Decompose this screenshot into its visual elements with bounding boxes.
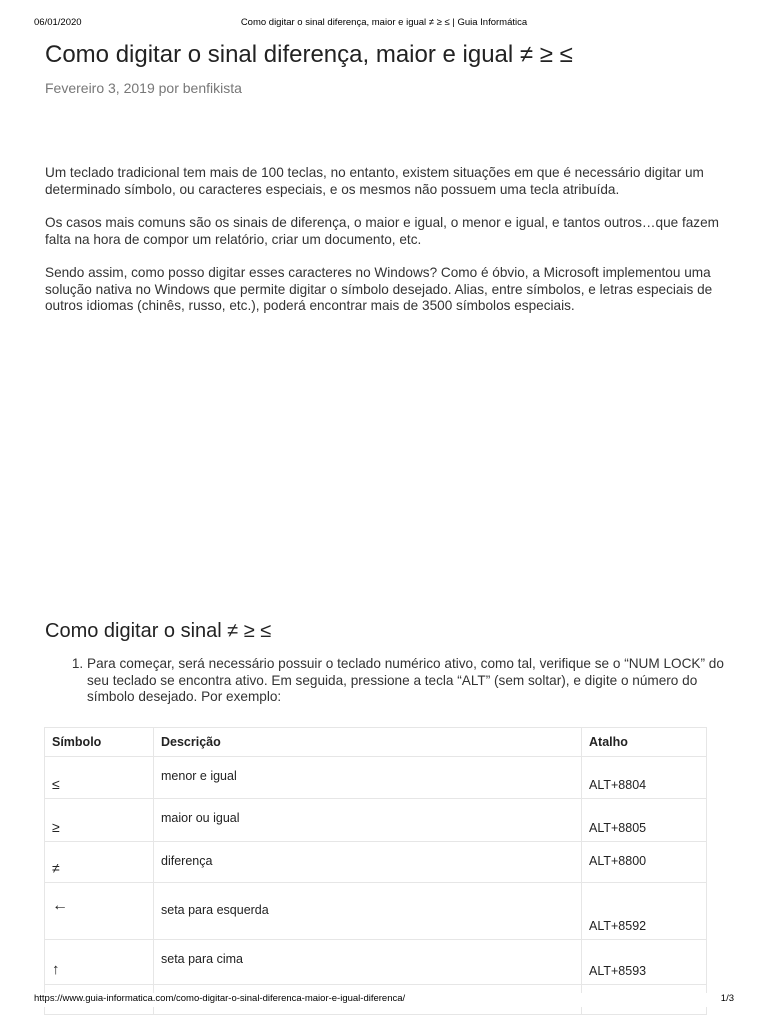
print-url: https://www.guia-informatica.com/como-digitar-o-sinal-diferenca-maior-e-igual-diferenca/ [34, 993, 406, 1004]
description-cell: menor e igual [154, 757, 582, 799]
article-title: Como digitar o sinal diferença, maior e igual ≠ ≥ ≤ [45, 41, 573, 68]
print-header [34, 17, 734, 31]
symbol-cell: ≠ [45, 842, 154, 883]
print-doc-title: Como digitar o sinal diferença, maior e igual ≠ ≥ ≤ | Guia Informática [240, 17, 528, 28]
symbol-cell: ≤ [45, 757, 154, 799]
symbol-cell: ↑ [45, 940, 154, 985]
table-row [45, 842, 707, 883]
symbols-table [44, 727, 707, 1015]
print-footer [34, 993, 734, 1007]
section-title: Como digitar o sinal ≠ ≥ ≤ [45, 620, 272, 642]
shortcut-cell: ALT+8592 [582, 883, 707, 940]
column-header-shortcut: Atalho [582, 728, 707, 757]
table-header-row [45, 728, 707, 757]
table-row [45, 799, 707, 842]
shortcut-cell: ALT+8800 [582, 842, 707, 883]
paragraph: Sendo assim, como posso digitar esses caracteres no Windows? Como é óbvio, a Microsoft implementou uma solução nativa no Windows que permite digitar o símbolo desejado. Alias, entre símbolos, e letras especiais de outros idiomas (chinês, russo, etc.), poderá encontrar mais de 3500 símbolos especiais. [45, 265, 713, 313]
column-header-description: Descrição [154, 728, 582, 757]
page-number: 1/3 [720, 993, 734, 1004]
description-cell: seta para esquerda [154, 883, 582, 940]
article-meta: Fevereiro 3, 2019 por benfikista [45, 80, 242, 96]
paragraph: Um teclado tradicional tem mais de 100 teclas, no entanto, existem situações em que é necessário digitar um determinado símbolo, ou caracteres especiais, e os mesmos não possuem uma tecla atribuída. [45, 165, 704, 197]
description-cell: diferença [154, 842, 582, 883]
symbol-cell: ← [45, 883, 154, 940]
article-header [45, 40, 725, 97]
description-cell: maior ou igual [154, 799, 582, 842]
symbol-cell: ≥ [45, 799, 154, 842]
shortcut-cell: ALT+8804 [582, 757, 707, 799]
table-row [45, 883, 707, 940]
description-cell: seta para cima [154, 940, 582, 985]
table-row [45, 757, 707, 799]
steps-list [45, 656, 735, 706]
shortcut-cell: ALT+8593 [582, 940, 707, 985]
table-row [45, 940, 707, 985]
step-item: 1. Para começar, será necessário possuir o teclado numérico ativo, como tal, verifique se o “NUM LOCK” do seu teclado se encontra ativo. Em seguida, pressione a tecla “ALT” (sem soltar), e digite o número do símbolo desejado. Por exemplo: [87, 656, 735, 706]
article-body [45, 165, 730, 332]
column-header-symbol: Símbolo [45, 728, 154, 757]
paragraph: Os casos mais comuns são os sinais de diferença, o maior e igual, o menor e igual, e tantos outros…que fazem falta na hora de compor um relatório, criar um documento, etc. [45, 215, 719, 247]
shortcut-cell: ALT+8805 [582, 799, 707, 842]
print-date: 06/01/2020 [34, 17, 82, 28]
